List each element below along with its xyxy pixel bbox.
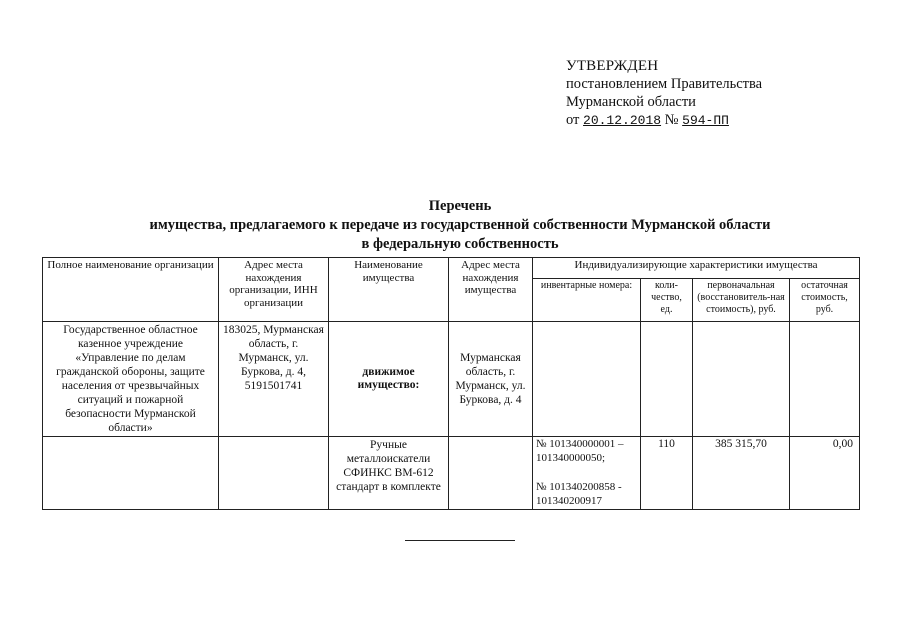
approval-block bbox=[566, 57, 762, 130]
property-table bbox=[42, 257, 860, 510]
header-inventory-numbers: инвентарные номера: bbox=[533, 279, 641, 322]
inventory-numbers-cell bbox=[533, 437, 641, 510]
quantity-cell: 110 bbox=[641, 437, 693, 510]
document-title bbox=[110, 197, 810, 254]
property-address-cell: Мурманская область, г. Мурманск, ул. Буркова, д. 4 bbox=[449, 322, 533, 437]
header-initial-cost: первоначальная (восстановитель-ная стоимость), руб. bbox=[693, 279, 790, 322]
approval-date-line bbox=[566, 111, 762, 130]
empty-cell bbox=[43, 437, 219, 510]
empty-cell bbox=[449, 437, 533, 510]
approval-line-1: постановлением Правительства bbox=[566, 76, 763, 92]
inventory-range-b: № 101340200858 - 101340200917 bbox=[536, 481, 622, 507]
header-quantity: коли-чество, ед. bbox=[641, 279, 693, 322]
empty-cell bbox=[641, 322, 693, 437]
header-property-name: Наименование имущества bbox=[329, 258, 449, 322]
approval-date: 20.12.2018 bbox=[583, 113, 662, 128]
header-org-name: Полное наименование организации bbox=[43, 258, 219, 322]
approval-line-2: Мурманской области bbox=[566, 94, 696, 110]
property-name-cell: движимое имущество: bbox=[329, 322, 449, 437]
number-sign: № bbox=[664, 112, 679, 128]
header-residual-cost: остаточная стоимость, руб. bbox=[790, 279, 860, 322]
inventory-range-a: № 101340000001 – 101340000050; bbox=[536, 438, 624, 464]
empty-cell bbox=[693, 322, 790, 437]
table-header-row bbox=[43, 258, 860, 279]
initial-cost-cell: 385 315,70 bbox=[693, 437, 790, 510]
title-line-1: Перечень bbox=[428, 198, 492, 214]
residual-cost-cell: 0,00 bbox=[790, 437, 860, 510]
empty-cell bbox=[219, 437, 329, 510]
header-characteristics: Индивидуализирующие характеристики имущества bbox=[533, 258, 860, 279]
org-address-cell: 183025, Мурманская область, г. Мурманск, ул. Буркова, д. 4, 5191501741 bbox=[219, 322, 329, 437]
title-line-2: имущества, предлагаемого к передаче из государственной собственности Мурманской области bbox=[149, 217, 771, 233]
table-row bbox=[43, 322, 860, 437]
approval-heading: УТВЕРЖДЕН bbox=[566, 58, 659, 74]
org-name-cell: Государственное областное казенное учреждение «Управление по делам гражданской обороны, защите населения от чрезвычайных ситуаций и пожарной безопасности Мурманской области» bbox=[43, 322, 219, 437]
footer-divider bbox=[405, 540, 515, 541]
empty-cell bbox=[790, 322, 860, 437]
header-org-address: Адрес места нахождения организации, ИНН организации bbox=[219, 258, 329, 322]
title-line-3: в федеральную собственность bbox=[361, 236, 559, 252]
empty-cell bbox=[533, 322, 641, 437]
item-name-cell: Ручные металлоискатели СФИНКС ВМ-612 стандарт в комплекте bbox=[329, 437, 449, 510]
table-row bbox=[43, 437, 860, 510]
date-prefix: от bbox=[566, 112, 580, 128]
header-property-address: Адрес места нахождения имущества bbox=[449, 258, 533, 322]
approval-number: 594-ПП bbox=[682, 113, 729, 128]
